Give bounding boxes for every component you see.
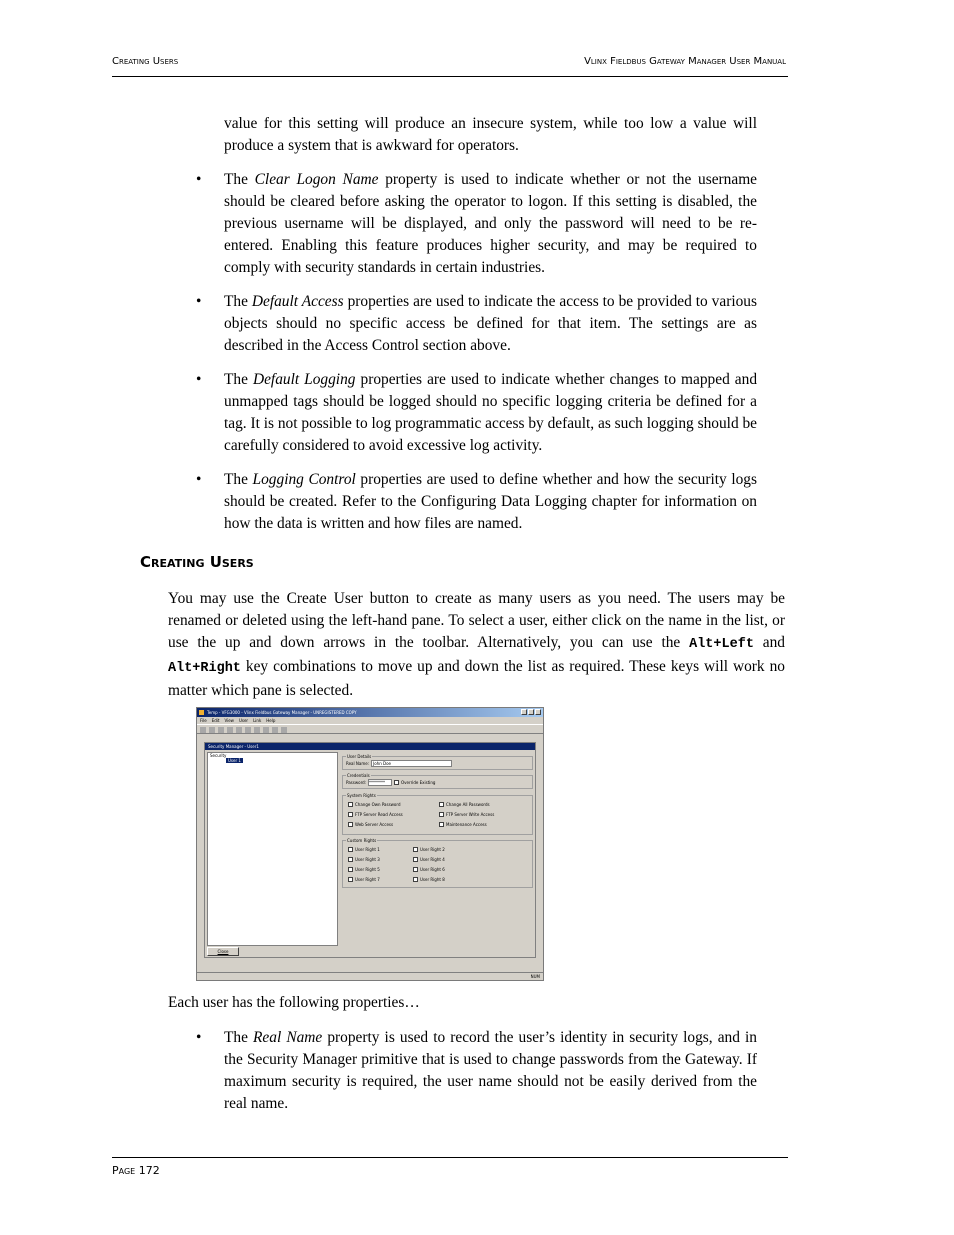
header-manual-title: Vlinx Fieldbus Gateway Manager User Manual	[584, 56, 786, 67]
right-label: FTP Server Read Access	[355, 812, 403, 817]
window-controls	[521, 709, 541, 715]
bullet-real-name	[224, 1027, 757, 1115]
security-manager-title: Security Manager - User1	[205, 743, 535, 750]
delete-icon[interactable]	[254, 727, 260, 733]
properties-intro: Each user has the following properties…	[168, 994, 420, 1011]
new-icon[interactable]	[200, 727, 206, 733]
system-right-row	[439, 822, 487, 827]
right-checkbox[interactable]	[348, 802, 353, 807]
custom-right-row	[413, 857, 445, 862]
minimize-icon[interactable]	[521, 709, 527, 715]
bullet-logging-control	[224, 469, 757, 535]
right-label: User Right 6	[420, 867, 445, 872]
bullet-text-after: property is used to indicate whether or not the username should be cleared before asking the operator to logon. If this setting is disabled, the previous username will be displayed, and only the password will need to be re-entered. Enabling this feature produces higher security, and may be required to comply with security standards in certain industries.	[224, 171, 758, 276]
right-checkbox[interactable]	[348, 847, 353, 852]
key-combination: Alt+Right	[168, 661, 241, 676]
section-paragraph	[168, 588, 785, 702]
close-button[interactable]: Close	[207, 947, 239, 956]
bullet-glyph: •	[196, 293, 202, 310]
save-icon[interactable]	[218, 727, 224, 733]
credentials-group	[342, 775, 533, 789]
custom-right-row	[348, 857, 380, 862]
group-label: System Rights	[347, 793, 376, 798]
bullet-default-access	[224, 291, 757, 357]
bullet-text-after: properties are used to indicate the access to be provided to various objects should no specific access be defined for that item. The settings are as described in the Access Control section above.	[224, 293, 757, 354]
toolbar	[197, 724, 543, 734]
right-checkbox[interactable]	[348, 812, 353, 817]
system-right-row	[348, 812, 403, 817]
right-label: Change All Passwords	[446, 802, 490, 807]
close-icon[interactable]	[535, 709, 541, 715]
right-checkbox[interactable]	[413, 857, 418, 862]
custom-right-row	[413, 877, 445, 882]
right-label: FTP Server Write Access	[446, 812, 495, 817]
header-section-title: Creating Users	[112, 56, 179, 67]
tree-root-security[interactable]: Security	[210, 753, 227, 758]
paragraph-text: You may use the Create User button to create as many users as you need. The users may be renamed or deleted using the left-hand pane. To select a user, either click on the name in the list, or use the up and down arrows in the toolbar. Alternatively, you can use the	[168, 590, 785, 651]
custom-right-row	[413, 847, 445, 852]
right-checkbox[interactable]	[439, 812, 444, 817]
link-icon[interactable]	[281, 727, 287, 733]
override-existing-label: Override Existing	[401, 780, 436, 785]
custom-right-row	[413, 867, 445, 872]
bullet-text-after: properties are used to indicate whether changes to mapped and unmapped tags should be logged should no specific logging criteria be defined for a tag. It is not possible to log programmatic access by default, as such logging should be carefully considered to avoid excessive log activity.	[224, 371, 758, 454]
right-label: Change Own Password	[355, 802, 401, 807]
bullet-term: Clear Logon Name	[254, 171, 379, 188]
bullet-text-after: property is used to record the user’s identity in security logs, and in the Security Manager primitive that is used to change passwords from the Gateway. If maximum security is required, the user name should not be easily derived from the real name.	[224, 1029, 757, 1112]
bullet-term: Default Logging	[252, 371, 356, 388]
right-label: User Right 4	[420, 857, 445, 862]
bullet-default-logging	[224, 369, 757, 457]
key-combination: Alt+Left	[689, 637, 754, 652]
right-label: Maintenance Access	[446, 822, 487, 827]
right-label: Web Server Access	[355, 822, 394, 827]
right-checkbox[interactable]	[348, 857, 353, 862]
group-label: Custom Rights	[347, 838, 377, 843]
system-right-row	[439, 812, 494, 817]
paragraph-text: and	[753, 634, 785, 651]
menu-user[interactable]: User	[238, 718, 249, 723]
right-label: User Right 3	[355, 857, 380, 862]
password-label: Password:	[346, 780, 367, 785]
up-arrow-icon[interactable]	[263, 727, 269, 733]
right-checkbox[interactable]	[348, 822, 353, 827]
right-label: User Right 2	[420, 847, 445, 852]
custom-right-row	[348, 877, 380, 882]
user-tree	[207, 752, 338, 946]
paragraph-text: key combinations to move up and down the list as required. These keys will work no matter which pane is selected.	[168, 658, 785, 699]
right-checkbox[interactable]	[413, 877, 418, 882]
page-header	[112, 56, 788, 77]
real-name-label: Real Name:	[346, 761, 370, 766]
menu-edit[interactable]: Edit	[211, 718, 220, 723]
bullet-glyph: •	[196, 471, 202, 488]
group-label: User Details	[347, 754, 372, 759]
real-name-input[interactable]: John Doe	[371, 760, 452, 767]
menu-help[interactable]: Help	[266, 718, 276, 723]
security-manager-screenshot	[196, 707, 544, 981]
bullet-term: Real Name	[253, 1029, 323, 1046]
status-num: NUM	[530, 974, 540, 979]
right-checkbox[interactable]	[348, 877, 353, 882]
right-checkbox[interactable]	[348, 867, 353, 872]
intro-continuation: value for this setting will produce an insecure system, while too low a value will produce a system that is awkward for operators.	[224, 115, 757, 154]
bullet-term: Logging Control	[252, 471, 356, 488]
right-checkbox[interactable]	[439, 822, 444, 827]
cut-icon[interactable]	[227, 727, 233, 733]
copy-icon[interactable]	[236, 727, 242, 733]
window-titlebar	[197, 708, 543, 717]
override-existing-checkbox[interactable]	[394, 780, 399, 785]
right-checkbox[interactable]	[413, 867, 418, 872]
status-bar	[197, 972, 543, 980]
group-label: Credentials	[347, 773, 370, 778]
bullet-text-after: properties are used to define whether and how the security logs should be created. Refer to the Configuring Data Logging chapter for information on how the data is written and how files are named.	[224, 471, 757, 532]
right-checkbox[interactable]	[413, 847, 418, 852]
bullet-text-before: The	[224, 371, 253, 388]
tree-item-user1[interactable]: User 1	[228, 758, 241, 763]
real-name-row	[346, 760, 452, 767]
custom-right-row	[348, 867, 380, 872]
bullet-glyph: •	[196, 371, 202, 388]
right-checkbox[interactable]	[439, 802, 444, 807]
paste-icon[interactable]	[245, 727, 251, 733]
page-footer	[112, 1157, 788, 1177]
section-heading: Creating Users	[140, 553, 254, 571]
custom-right-row	[348, 847, 380, 852]
custom-rights-group	[342, 840, 533, 888]
system-rights-group	[342, 795, 533, 835]
app-icon	[199, 710, 204, 715]
down-arrow-icon[interactable]	[272, 727, 278, 733]
maximize-icon[interactable]	[528, 709, 534, 715]
bullet-glyph: •	[196, 171, 202, 188]
bullet-text-before: The	[224, 171, 255, 188]
bullet-clear-logon-name	[224, 169, 757, 279]
menu-bar	[197, 717, 543, 724]
menu-view[interactable]: View	[224, 718, 234, 723]
right-label: User Right 7	[355, 877, 380, 882]
bullet-term: Default Access	[251, 293, 344, 310]
bullet-text-before: The	[224, 1029, 254, 1046]
menu-link[interactable]: Link	[253, 718, 262, 723]
open-icon[interactable]	[209, 727, 215, 733]
window-title: Temp - VFG3000 - Vlinx Fieldbus Gateway Manager - UNREGISTERED COPY	[207, 710, 357, 715]
user-details-group	[342, 756, 533, 770]
right-label: User Right 5	[355, 867, 380, 872]
right-label: User Right 1	[355, 847, 380, 852]
system-right-row	[348, 802, 401, 807]
right-label: User Right 8	[420, 877, 445, 882]
bullet-text-before: The	[224, 293, 252, 310]
menu-file[interactable]: File	[200, 718, 207, 723]
system-right-row	[348, 822, 393, 827]
password-input[interactable]: ********	[368, 779, 392, 786]
bullet-text-before: The	[224, 471, 253, 488]
page-number: Page 172	[112, 1164, 160, 1177]
password-row	[346, 779, 435, 786]
bullet-glyph: •	[196, 1029, 202, 1046]
system-right-row	[439, 802, 490, 807]
security-manager-window	[204, 742, 536, 958]
